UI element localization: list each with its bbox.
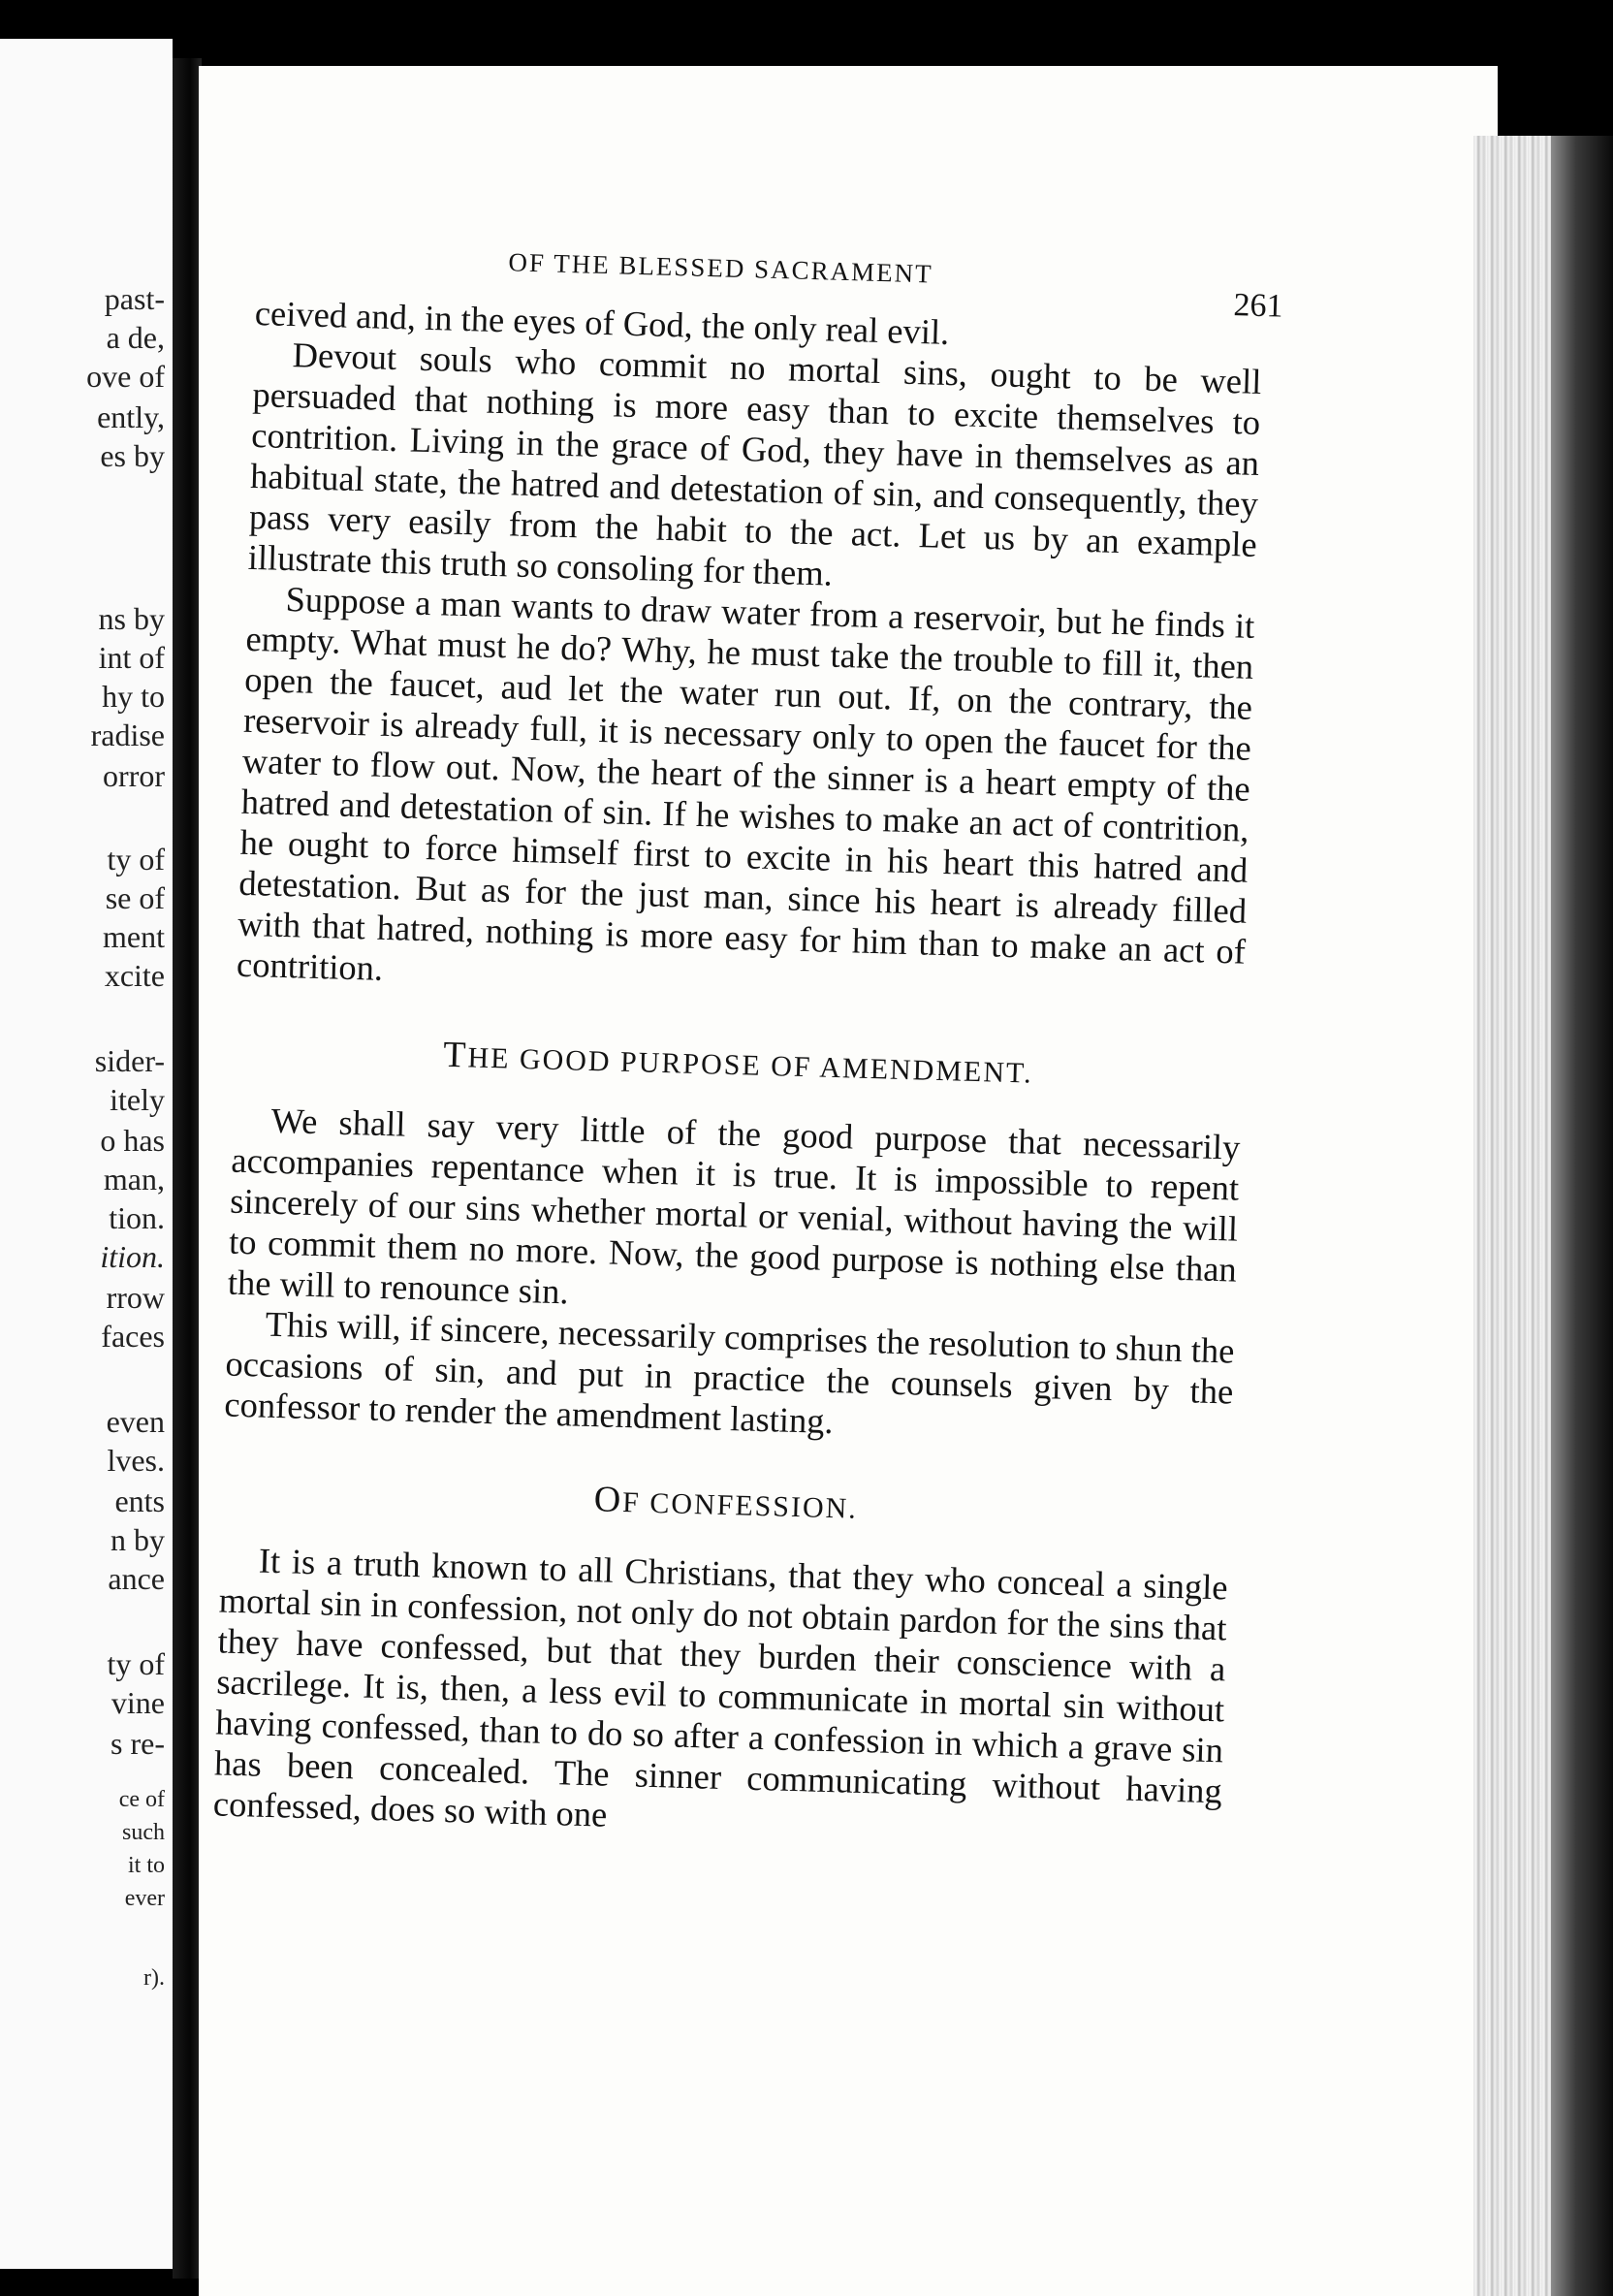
left-fragment: o has [100, 1123, 165, 1158]
heading-initial: T [442, 1034, 469, 1076]
left-fragment: hy to [102, 679, 165, 714]
paragraph: Devout souls who commit no mortal sins, ought to be well persuaded that nothing is more easy than to excite themselves to contrition. Living in the grace of God, they have in themselves as an habitual state, the hatred and detestation of sin, and consequently, they pass very easily from the habit to the act. Let us by an example illustrate this truth so consoling for them. [247, 335, 1262, 593]
page-text [212, 240, 1284, 1852]
section-heading-amendment [234, 1028, 1243, 1099]
book-gutter [173, 58, 202, 2279]
heading-text: HE GOOD PURPOSE OF AMENDMENT. [467, 1041, 1034, 1090]
heading-initial: O [593, 1479, 623, 1521]
page-number: 261 [1233, 287, 1284, 325]
section-heading-confession [221, 1468, 1230, 1539]
left-fragment: r). [143, 1965, 165, 1991]
paragraph: Suppose a man wants to draw water from a reservoir, but he finds it empty. What must he do? Why, he must take the trouble to fill it, then open the faucet, aud let the water run out. If, on the contrary, the reservoir is already full, it is necessary only to open the faucet for the water to flow out. Now, the heart of the sinner is a heart empty of the hatred and detestation of sin. If he wishes to make an act of contrition, he ought to force himself first to excite in his heart this hatred and detestation. But as for the just man, since his heart is already filled with that hatred, nothing is more easy for him than to make an act of contrition. [236, 578, 1255, 988]
left-fragment: past- [104, 281, 165, 316]
left-fragment: such [122, 1820, 165, 1845]
left-fragment: xcite [104, 958, 165, 993]
paragraph: ceived and, in the eyes of God, the only real evil. [254, 292, 950, 352]
left-fragment: ce of [118, 1787, 165, 1812]
left-fragment: s re- [111, 1726, 165, 1761]
paragraph: We shall say very little of the good purpose that necessarily accompanies repentance when it is true. It is impossible to repent sincerely of our sins whether mortal or venial, without having the will to commit them no more. Now, the good purpose is nothing else than the will to renounce sin. [227, 1100, 1241, 1312]
left-fragment: ty of [107, 842, 165, 877]
left-fragment: orror [103, 758, 165, 793]
left-fragment: even [106, 1404, 165, 1439]
paragraph: This will, if sincere, necessarily comprises the resolution to shun the occasions of sin, and put in practice the counsels given by the confessor to render the amendment lasting. [223, 1303, 1235, 1442]
amendment-text [224, 1100, 1241, 1453]
left-fragment: tion. [109, 1200, 165, 1235]
left-fragment: int of [98, 640, 165, 675]
left-fragment: lves. [107, 1443, 165, 1478]
left-fragment: ty of [107, 1646, 165, 1681]
page-edges-shadow [1551, 136, 1613, 2296]
heading-text: F CONFESSION. [621, 1486, 859, 1525]
left-fragment: radise [90, 718, 165, 752]
left-fragment: rrow [106, 1280, 165, 1315]
left-fragment: es by [100, 438, 165, 473]
left-fragment: itely [110, 1082, 165, 1117]
running-title: OF THE BLESSED SACRAMENT [508, 247, 934, 289]
left-fragment: faces [101, 1319, 165, 1354]
left-fragment: n by [111, 1522, 165, 1557]
left-fragment: ently, [97, 399, 165, 434]
left-fragment: se of [105, 880, 165, 915]
left-fragment: a de, [106, 320, 165, 355]
left-fragment: ns by [98, 601, 165, 636]
confession-text [212, 1539, 1228, 1852]
left-fragment: vine [111, 1685, 165, 1720]
left-fragment: sider- [94, 1043, 165, 1078]
book-page [199, 66, 1498, 2296]
facing-page-left [0, 39, 173, 2269]
left-fragment: man, [103, 1162, 165, 1196]
left-fragment: ever [124, 1886, 165, 1911]
left-fragment: ition. [100, 1239, 165, 1274]
left-fragment: ment [103, 919, 165, 954]
body-text [237, 293, 1264, 1013]
left-fragment: ents [114, 1483, 165, 1518]
left-fragment: ove of [86, 359, 165, 394]
paragraph: It is a truth known to all Christians, that they who conceal a single mortal sin in confession, not only do not obtain pardon for the sins that they have confessed, but that they burden their conscience with a sacrilege. It is, then, a less evil to communicate in mortal sin without having confessed, than to do so after a confession in which a grave sin has been concealed. The sinner communicating without having confessed, does so with one [212, 1540, 1229, 1834]
left-fragment: ance [108, 1561, 165, 1596]
left-fragment: it to [127, 1853, 165, 1878]
